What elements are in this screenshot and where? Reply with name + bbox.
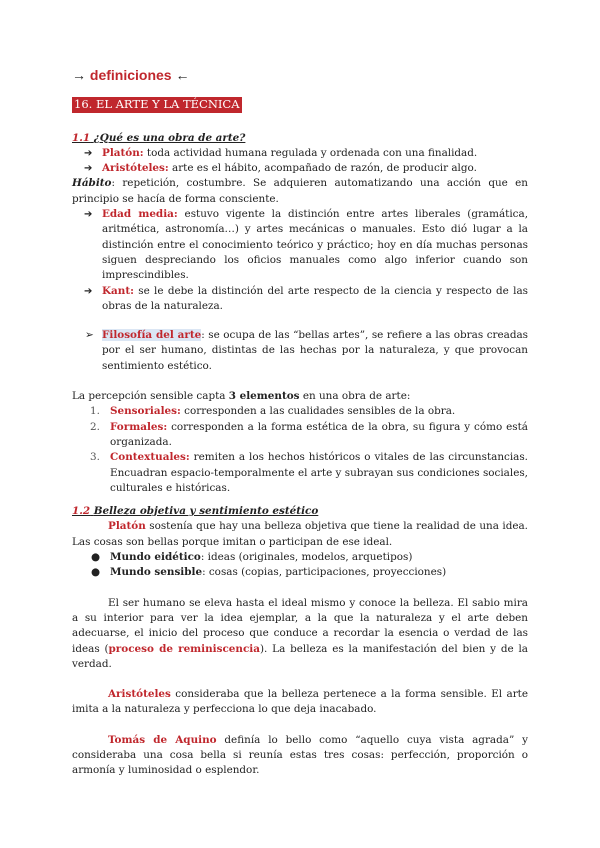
aristoteles-paragraph [72,687,528,718]
list-number: 1. [90,405,100,418]
arrow-icon: ➔ [84,163,93,175]
arrow-icon: ➔ [84,285,93,297]
list-item [72,420,528,451]
arrow-icon: ➔ [84,209,93,221]
definition-text: arte es el hábito, acompañado de razón, de producir algo. [168,162,477,175]
percepcion-post: en una obra de arte: [299,390,411,403]
term-formales: Formales: [110,420,168,433]
habito-paragraph [72,176,528,207]
title-text: definiciones [89,67,172,83]
paragraph-text: ). La belleza es la manifestación del bien y de la verdad. [72,642,528,670]
list-item-edad-media [72,207,528,283]
subsection-heading-2 [72,504,528,519]
term-platon: Platón [108,520,146,533]
term-filosofia: Filosofía del arte [102,329,202,342]
list-item-kant [72,284,528,315]
term-platon: Platón: [102,146,144,159]
term-aristoteles: Aristóteles: [102,162,169,175]
percepcion-pre: La percepción sensible capta [72,390,229,403]
bullet-icon: ● [91,566,101,579]
term-habito: Hábito [72,177,112,190]
platon-paragraph [72,519,528,550]
page-title [72,68,528,83]
subsection-number: 1.1 [72,131,91,144]
percepcion-bold: 3 elementos [228,390,300,403]
chevron-right-icon: ➢ [85,329,94,342]
term-sensoriales: Sensoriales: [110,405,181,418]
term-aristoteles: Aristóteles [108,688,171,701]
definition-text: remiten a los hechos históricos o vitales de las circunstancias. Encuadran espacio-temporalmente el arte y subrayan sus condiciones sociales, culturales e históricas. [110,451,528,494]
subsection-text: ¿Qué es una obra de arte? [93,131,246,144]
tomas-paragraph [72,733,528,779]
list-item-aristoteles [72,161,528,176]
term-mundo-eidetico: Mundo eidético [110,551,201,564]
arrow-icon: ➔ [84,147,93,159]
definition-text: estuvo vigente la distinción entre artes liberales (gramática, aritmética, astronomía…) y artes mecánicas o manuales. Esto dió lugar a la distinción entre el conocimiento teórico y práctico; hoy en día muchas personas siguen despreciando los oficios manuales como algo inferior cuando son imprescindibles. [102,208,528,282]
right-arrow-icon: → [72,67,86,83]
definition-text: : repetición, costumbre. Se adquieren automatizando una acción que en principio se hacía de forma consciente. [72,177,528,205]
term-kant: Kant: [102,284,134,297]
percepcion-paragraph [72,389,528,404]
paragraph-text: sostenía que hay una belleza objetiva que tiene la realidad de una idea. Las cosas son bellas porque imitan o participan de ese ideal. [72,520,528,548]
paragraph-text: El ser humano se eleva hasta el ideal mismo y conoce la belleza. El sabio mira a su interior para ver la idea ejemplar, a la que la naturaleza y el arte deben adecuarse, el inicio del proceso que conduce a recordar la esencia o verdad de las ideas ( [72,596,528,655]
definition-text: : cosas (copias, participaciones, proyecciones) [202,566,447,579]
list-item-platon [72,146,528,161]
list-number: 3. [90,451,100,464]
definition-text: toda actividad humana regulada y ordenada con una finalidad. [143,146,478,159]
term-reminiscencia: proceso de reminiscencia [108,642,260,655]
definition-text: : ideas (originales, modelos, arquetipos) [200,551,413,564]
list-item [72,565,528,580]
term-edad-media: Edad media: [102,208,178,221]
term-tomas: Tomás de Aquino [108,733,217,746]
list-number: 2. [90,420,100,433]
definition-text: corresponden a las cualidades sensibles de la obra. [180,405,456,418]
subsection-heading-1 [72,131,528,146]
definition-text: se le debe la distinción del arte respecto de la ciencia y respecto de las obras de la naturaleza. [102,284,528,312]
definition-text: : se ocupa de las “bellas artes”, se refiere a las obras creadas por el ser humano, distintas de las hechas por la naturaleza, y que provocan sentimiento estético. [102,329,528,372]
section-heading: 16. EL ARTE Y LA TÉCNICA [74,97,240,112]
bullet-icon: ● [91,551,101,564]
definition-text: corresponden a la forma estética de la obra, su figura y cómo está organizada. [110,420,528,448]
document-page [72,68,528,779]
subsection-text: Belleza objetiva y sentimiento estético [93,505,319,518]
ser-humano-paragraph [72,596,528,672]
paragraph-text: consideraba que la belleza pertenece a la forma sensible. El arte imita a la naturaleza y perfecciona lo que deja inacabado. [72,688,528,716]
subsection-number: 1.2 [72,505,91,518]
term-mundo-sensible: Mundo sensible [110,566,203,579]
list-item [72,450,528,496]
paragraph-text: definía lo bello como “aquello cuya vista agrada” y consideraba una cosa bella si reunía estas tres cosas: perfección, proporción o armonía y luminosidad o esplendor. [72,733,528,777]
list-item [72,404,528,419]
term-contextuales: Contextuales: [110,451,190,464]
list-item [72,550,528,565]
list-item-filosofia [72,328,528,374]
left-arrow-icon: ← [175,67,190,83]
